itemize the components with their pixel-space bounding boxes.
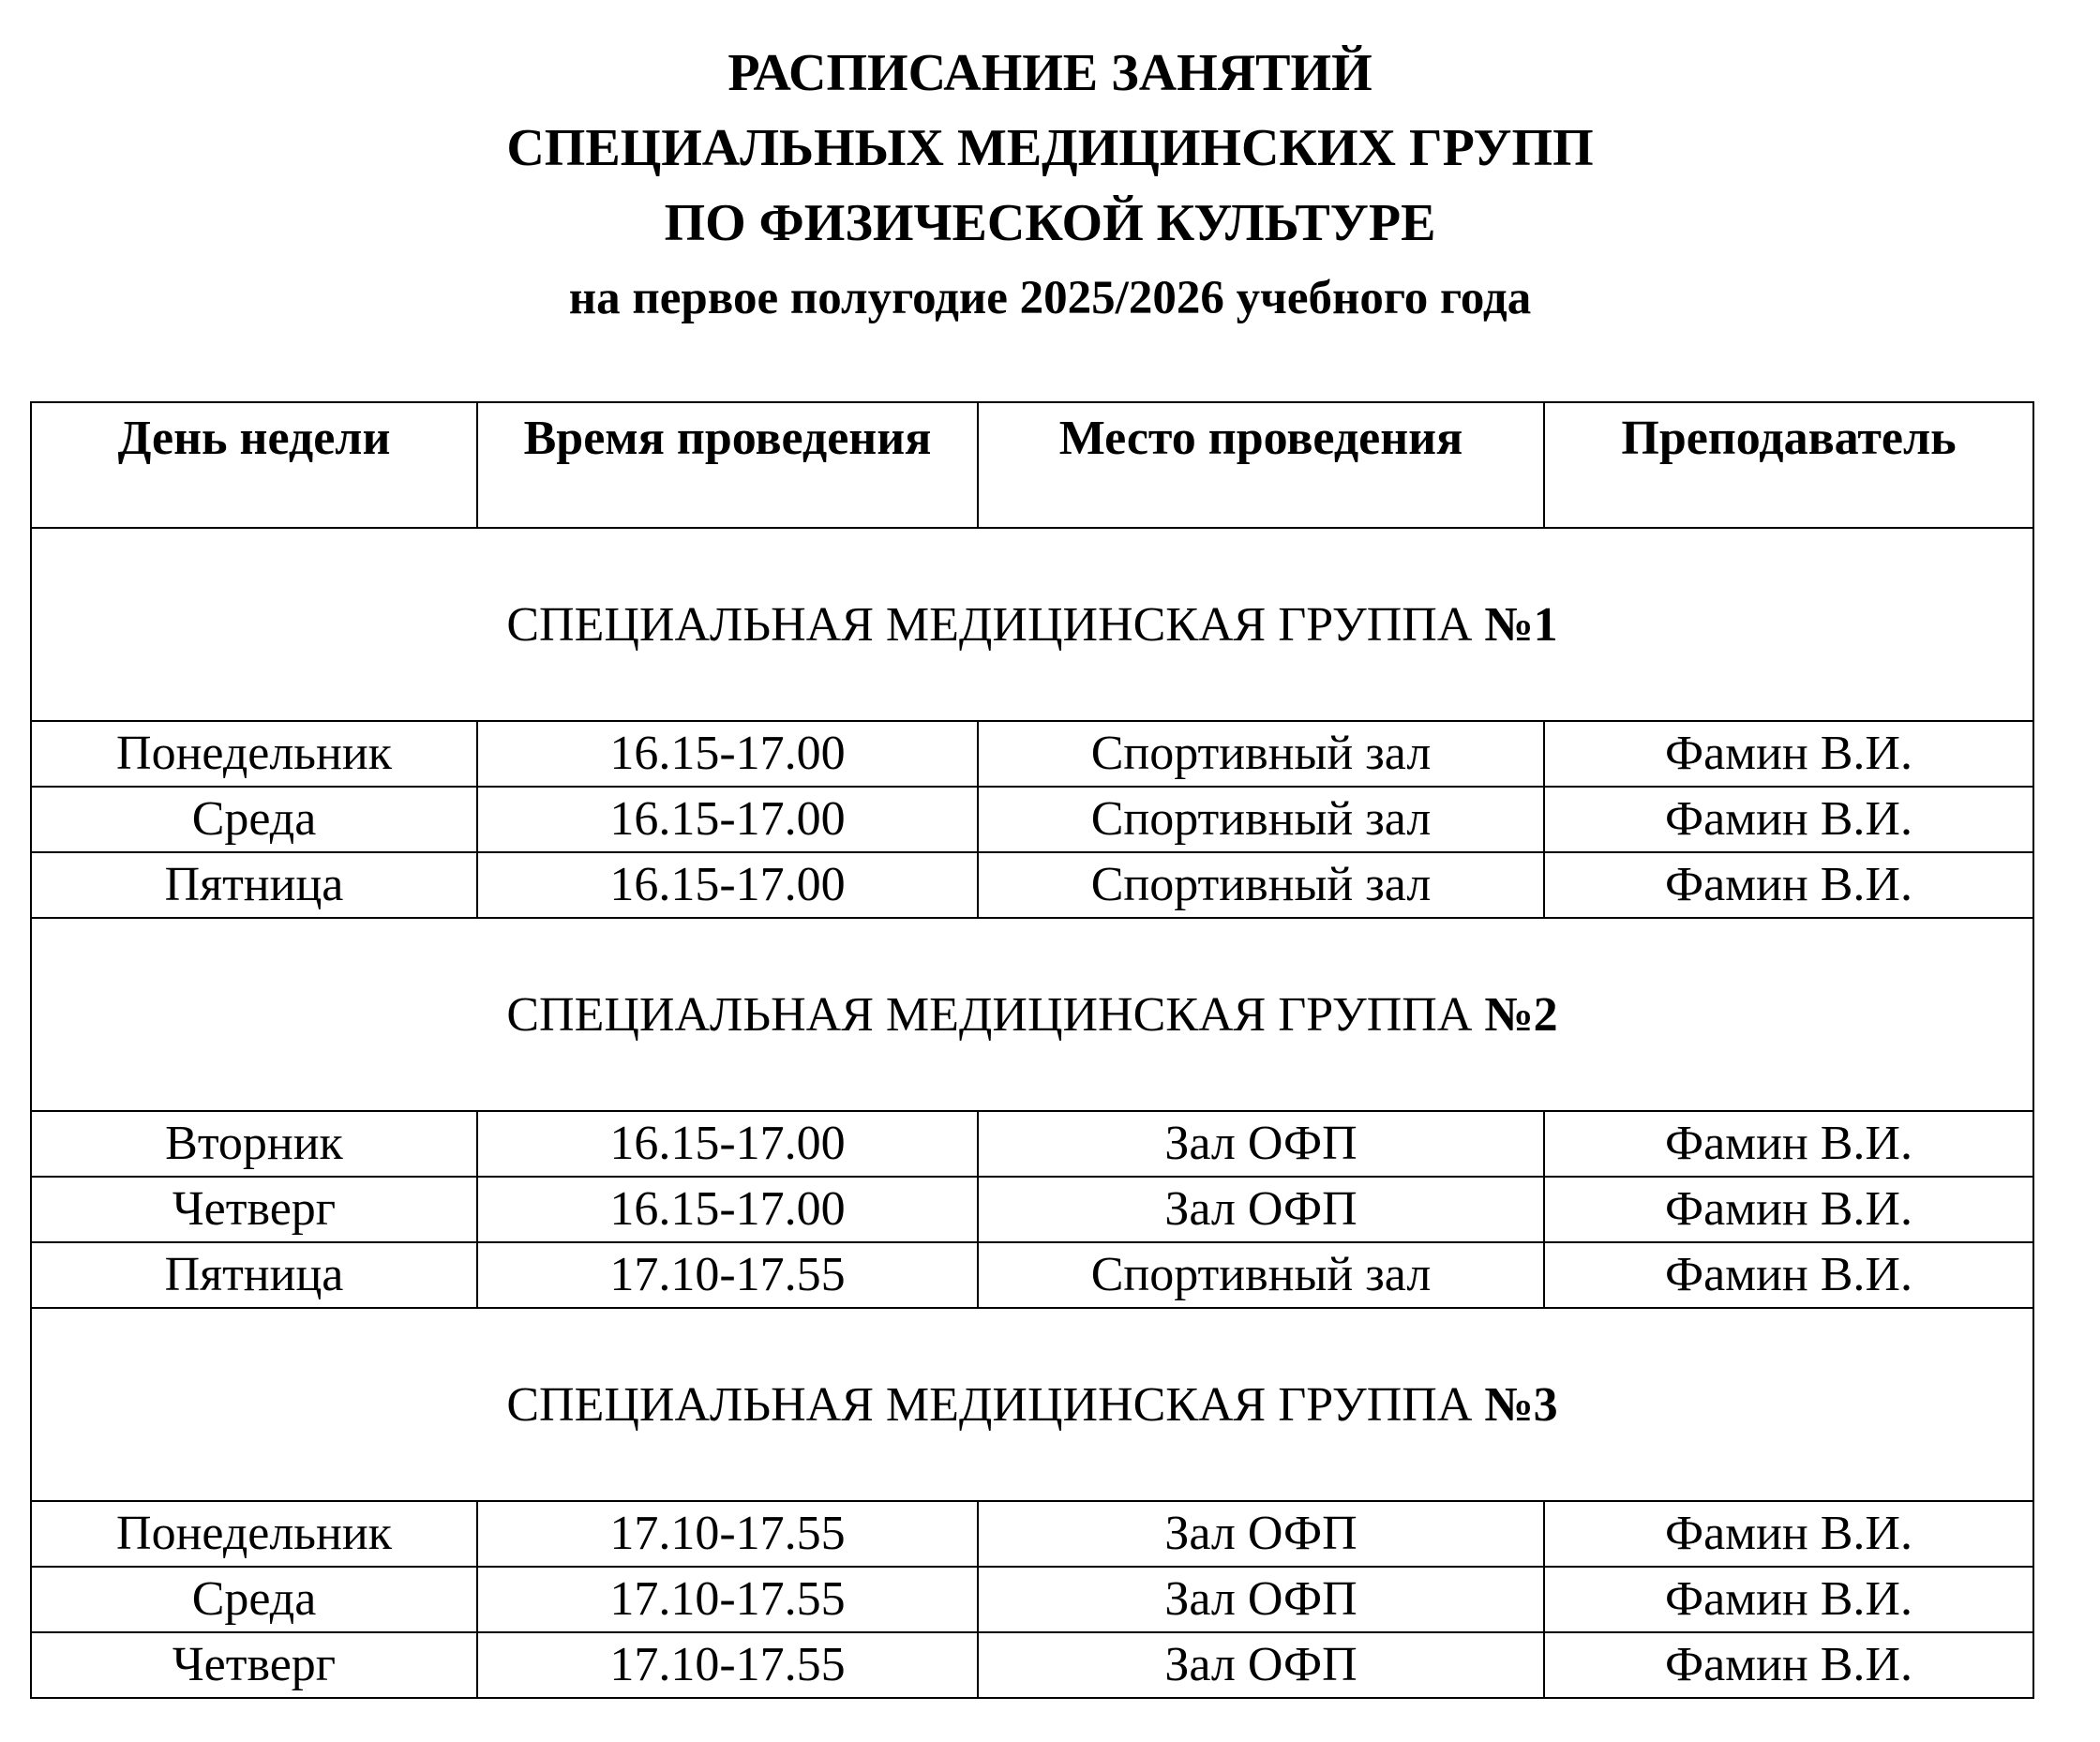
cell-teacher: Фамин В.И. [1544, 1177, 2033, 1242]
cell-teacher: Фамин В.И. [1544, 1632, 2033, 1698]
cell-time: 16.15-17.00 [477, 721, 978, 787]
table-row [31, 721, 2033, 787]
cell-time: 16.15-17.00 [477, 852, 978, 918]
group-title [31, 1308, 2033, 1501]
cell-teacher: Фамин В.И. [1544, 1501, 2033, 1567]
table-row [31, 1567, 2033, 1632]
table-row [31, 1242, 2033, 1308]
cell-teacher: Фамин В.И. [1544, 1242, 2033, 1308]
group-row [31, 1308, 2033, 1501]
cell-time: 17.10-17.55 [477, 1501, 978, 1567]
cell-teacher: Фамин В.И. [1544, 1567, 2033, 1632]
title-line-2: СПЕЦИАЛЬНЫХ МЕДИЦИНСКИХ ГРУПП [506, 119, 1594, 177]
cell-time: 17.10-17.55 [477, 1632, 978, 1698]
cell-place: Спортивный зал [978, 787, 1544, 852]
cell-place: Зал ОФП [978, 1111, 1544, 1177]
header-place: Место проведения [978, 402, 1544, 528]
document-title [0, 36, 2100, 336]
table-row [31, 1501, 2033, 1567]
title-line-3: ПО ФИЗИЧЕСКОЙ КУЛЬТУРЕ [664, 194, 1436, 252]
cell-day: Четверг [31, 1632, 477, 1698]
title-subtitle: на первое полугодие 2025/2026 учебного года [568, 272, 1532, 324]
table-row [31, 1111, 2033, 1177]
cell-day: Среда [31, 1567, 477, 1632]
header-day: День недели [31, 402, 477, 528]
group-label: СПЕЦИАЛЬНАЯ МЕДИЦИНСКАЯ ГРУППА [506, 597, 1485, 652]
header-teacher: Преподаватель [1544, 402, 2033, 528]
group-number: №3 [1484, 1377, 1558, 1432]
cell-time: 16.15-17.00 [477, 1111, 978, 1177]
group-label: СПЕЦИАЛЬНАЯ МЕДИЦИНСКАЯ ГРУППА [506, 987, 1485, 1042]
cell-place: Зал ОФП [978, 1567, 1544, 1632]
cell-day: Пятница [31, 1242, 477, 1308]
cell-teacher: Фамин В.И. [1544, 721, 2033, 787]
group-label: СПЕЦИАЛЬНАЯ МЕДИЦИНСКАЯ ГРУППА [506, 1377, 1485, 1432]
cell-teacher: Фамин В.И. [1544, 1111, 2033, 1177]
group-number: №1 [1484, 597, 1558, 652]
group-row [31, 528, 2033, 721]
cell-place: Спортивный зал [978, 852, 1544, 918]
cell-place: Спортивный зал [978, 1242, 1544, 1308]
cell-time: 16.15-17.00 [477, 787, 978, 852]
cell-place: Зал ОФП [978, 1177, 1544, 1242]
cell-day: Четверг [31, 1177, 477, 1242]
cell-day: Вторник [31, 1111, 477, 1177]
title-line-1: РАСПИСАНИЕ ЗАНЯТИЙ [728, 44, 1372, 102]
schedule-table [30, 401, 2034, 1699]
cell-place: Спортивный зал [978, 721, 1544, 787]
cell-time: 16.15-17.00 [477, 1177, 978, 1242]
header-time: Время проведения [477, 402, 978, 528]
cell-place: Зал ОФП [978, 1501, 1544, 1567]
group-number: №2 [1484, 987, 1558, 1042]
group-title [31, 528, 2033, 721]
cell-day: Понедельник [31, 721, 477, 787]
cell-day: Среда [31, 787, 477, 852]
group-row [31, 918, 2033, 1111]
cell-day: Понедельник [31, 1501, 477, 1567]
table-row [31, 1632, 2033, 1698]
cell-day: Пятница [31, 852, 477, 918]
header-row [31, 402, 2033, 528]
cell-place: Зал ОФП [978, 1632, 1544, 1698]
cell-time: 17.10-17.55 [477, 1567, 978, 1632]
table-row [31, 852, 2033, 918]
table-row [31, 1177, 2033, 1242]
cell-teacher: Фамин В.И. [1544, 852, 2033, 918]
cell-teacher: Фамин В.И. [1544, 787, 2033, 852]
table-row [31, 787, 2033, 852]
group-title [31, 918, 2033, 1111]
cell-time: 17.10-17.55 [477, 1242, 978, 1308]
